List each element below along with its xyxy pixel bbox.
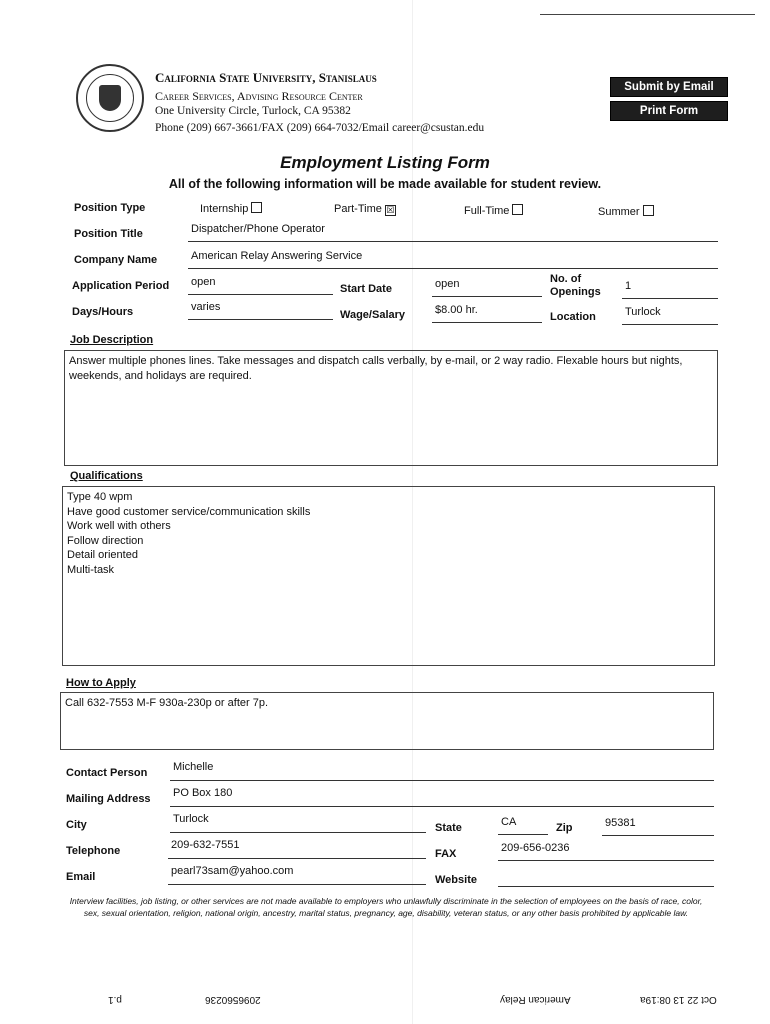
email-field[interactable]: pearl73sam@yahoo.com	[171, 865, 294, 877]
zip-field[interactable]: 95381	[605, 817, 636, 829]
how-to-apply-field[interactable]: Call 632-7553 M-F 930a-230p or after 7p.	[60, 692, 714, 750]
company-name-underline	[188, 268, 718, 269]
address-line: One University Circle, Turlock, CA 95382	[155, 105, 351, 117]
disclaimer: Interview facilities, job listing, or other services are not made available to employers who unlawfully discriminate in the selection of employees on the basis of race, color, sex, sexual orientation, religion, national origin, ancestry, marital status, pregnancy, age, disability, veteran status, or any other basis prohibited by applicable law.	[69, 896, 703, 918]
company-name-field[interactable]: American Relay Answering Service	[191, 250, 363, 262]
telephone-underline	[168, 858, 426, 859]
summer-checkbox[interactable]	[643, 205, 654, 216]
full-time-checkbox[interactable]	[512, 204, 523, 215]
option-internship[interactable]: Internship	[200, 202, 262, 215]
submit-by-email-button[interactable]: Submit by Email	[610, 77, 728, 97]
location-field[interactable]: Turlock	[625, 306, 661, 318]
contact-person-label: Contact Person	[66, 767, 148, 779]
form-subtitle: All of the following information will be made available for student review.	[168, 177, 602, 191]
university-seal-icon	[76, 64, 144, 132]
city-field[interactable]: Turlock	[173, 813, 209, 825]
website-underline	[498, 886, 714, 887]
days-hours-label: Days/Hours	[72, 306, 134, 318]
position-title-underline	[188, 241, 718, 242]
state-label: State	[435, 822, 462, 834]
application-period-field[interactable]: open	[191, 276, 216, 288]
telephone-field[interactable]: 209-632-7551	[171, 839, 240, 851]
website-label: Website	[435, 874, 477, 886]
application-period-underline	[188, 294, 333, 295]
mailing-address-label: Mailing Address	[66, 793, 151, 805]
openings-field[interactable]: 1	[625, 280, 632, 292]
top-rule	[540, 14, 755, 15]
zip-underline	[602, 835, 714, 836]
email-label: Email	[66, 871, 96, 883]
fax-field[interactable]: 209-656-0236	[501, 842, 570, 854]
telephone-label: Telephone	[66, 845, 121, 857]
contact-line: Phone (209) 667-3661/FAX (209) 664-7032/Email career@csustan.edu	[155, 122, 485, 134]
location-label: Location	[550, 311, 596, 323]
city-underline	[170, 832, 426, 833]
wage-salary-underline	[432, 322, 542, 323]
start-date-underline	[432, 296, 542, 297]
contact-person-underline	[170, 780, 714, 781]
openings-underline	[622, 298, 718, 299]
fax-timestamp: Oct 22 13 08:19a	[640, 994, 717, 1005]
company-name-label: Company Name	[74, 254, 158, 266]
wage-salary-field[interactable]: $8.00 hr.	[435, 304, 478, 316]
qualifications-label: Qualifications	[70, 470, 143, 482]
option-summer[interactable]: Summer	[598, 205, 654, 218]
openings-label: No. of Openings	[550, 273, 601, 298]
location-underline	[622, 324, 718, 325]
state-underline	[498, 834, 548, 835]
mailing-address-underline	[170, 806, 714, 807]
start-date-field[interactable]: open	[435, 278, 460, 290]
internship-checkbox[interactable]	[251, 202, 262, 213]
fax-sender-name: American Relay	[500, 994, 571, 1005]
option-part-time[interactable]: Part-Time ☒	[334, 203, 395, 215]
application-period-label: Application Period	[72, 280, 170, 292]
email-underline	[168, 884, 426, 885]
print-form-button[interactable]: Print Form	[610, 101, 728, 121]
zip-label: Zip	[556, 822, 573, 834]
fax-sender-number: 2096560236	[205, 994, 261, 1005]
job-description-field[interactable]: Answer multiple phones lines. Take messages and dispatch calls verbally, by e-mail, or 2 way radio. Flexable hours but nights, weekends, and holidays are required.	[64, 350, 718, 466]
department-name: Career Services, Advising Resource Center	[155, 89, 363, 103]
state-field[interactable]: CA	[501, 816, 517, 828]
option-full-time[interactable]: Full-Time	[464, 204, 523, 217]
contact-person-field[interactable]: Michelle	[173, 761, 214, 773]
university-name: California State University, Stanislaus	[155, 70, 377, 85]
job-description-label: Job Description	[70, 334, 154, 346]
days-hours-field[interactable]: varies	[191, 301, 221, 313]
fax-label: FAX	[435, 848, 457, 860]
wage-salary-label: Wage/Salary	[340, 309, 406, 321]
qualifications-field[interactable]: Type 40 wpm Have good customer service/communication skills Work well with others Follow direction Detail oriented Multi-task	[62, 486, 715, 666]
position-type-label: Position Type	[74, 202, 146, 214]
position-title-field[interactable]: Dispatcher/Phone Operator	[191, 223, 325, 235]
fax-page-number: p.1	[108, 994, 122, 1005]
part-time-checkbox[interactable]: ☒	[386, 205, 395, 215]
how-to-apply-label: How to Apply	[66, 677, 136, 689]
fax-underline	[498, 860, 714, 861]
form-title: Employment Listing Form	[280, 153, 490, 172]
days-hours-underline	[188, 319, 333, 320]
mailing-address-field[interactable]: PO Box 180	[173, 787, 233, 799]
city-label: City	[66, 819, 87, 831]
position-title-label: Position Title	[74, 228, 143, 240]
start-date-label: Start Date	[340, 283, 392, 295]
